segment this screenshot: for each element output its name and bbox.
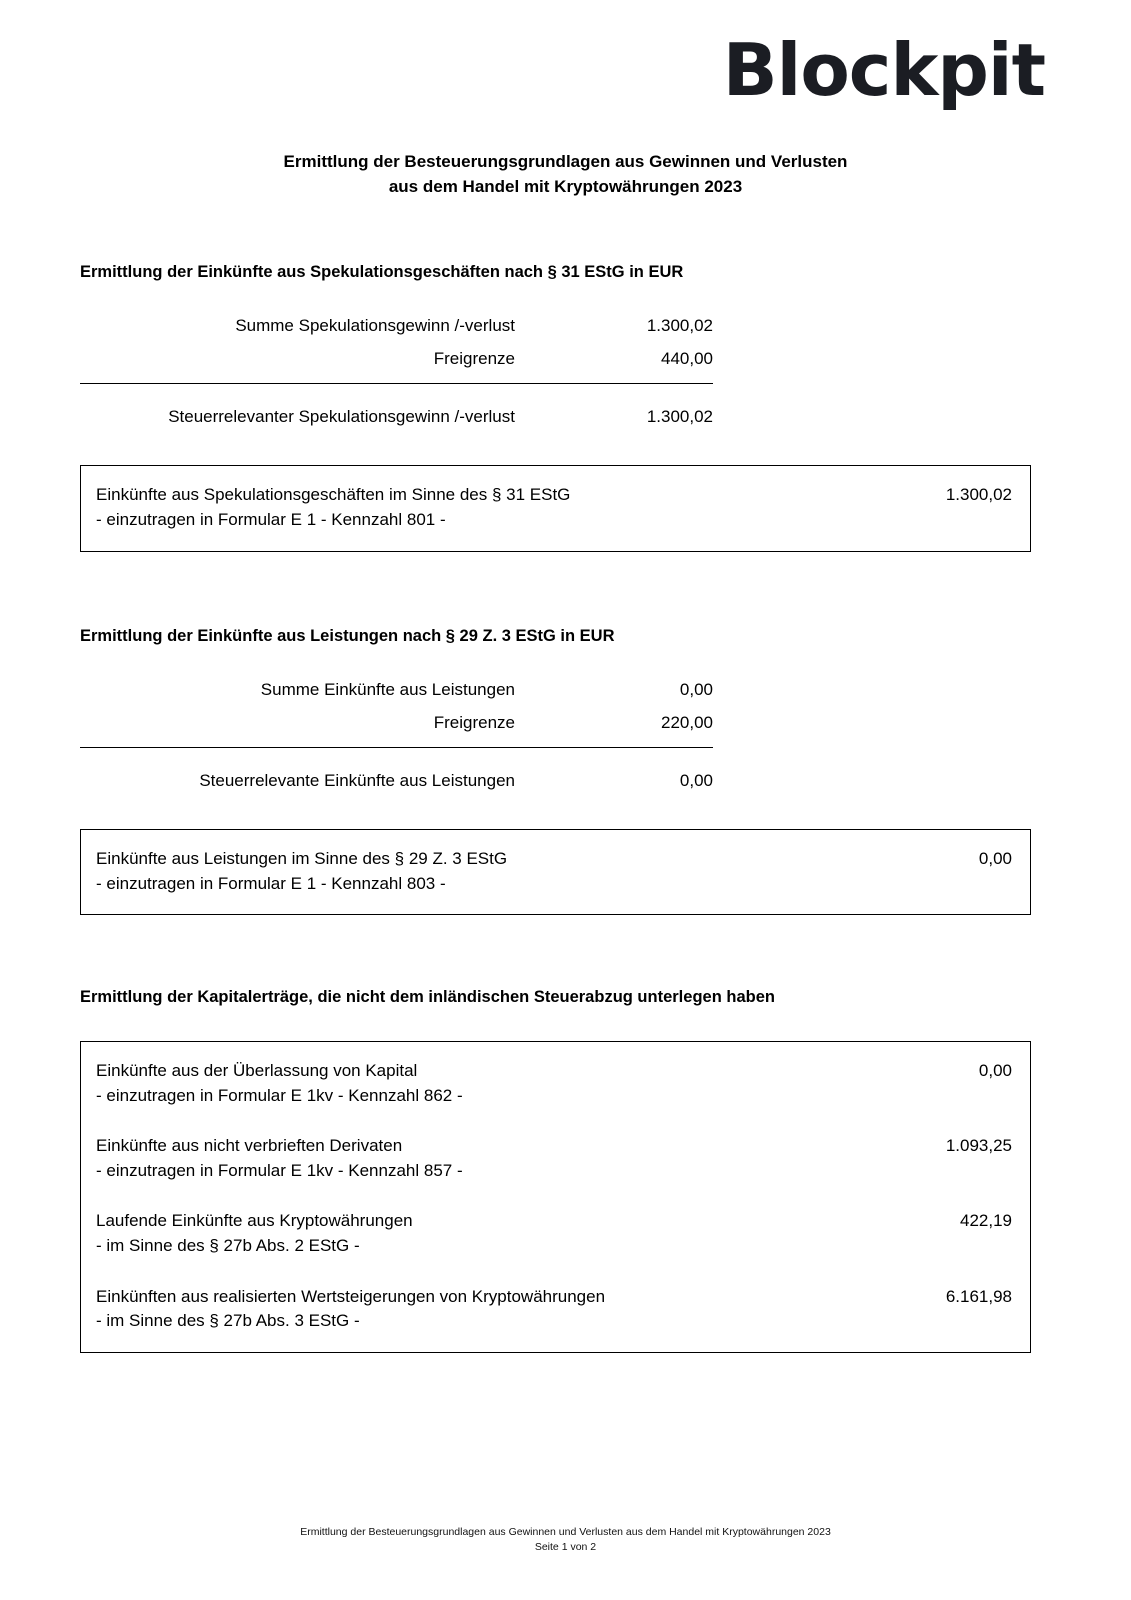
footer-page-number: Seite 1 von 2 (534, 1541, 597, 1554)
result-text (96, 1209, 902, 1258)
result-amount: 0,00 (978, 849, 1012, 869)
page-title-line-2: aus dem Handel mit Kryptowährungen 2023 (388, 176, 743, 196)
result-amount: 6.161,98 (945, 1286, 1012, 1306)
result-title: Laufende Einkünfte aus Kryptowährungen (96, 1211, 413, 1231)
result-row (96, 1209, 1012, 1258)
services-summation-table (80, 673, 713, 797)
result-amount: 1.093,25 (945, 1136, 1012, 1156)
result-text (96, 483, 902, 532)
result-subtitle: - im Sinne des § 27b Abs. 2 EStG - (96, 1236, 360, 1256)
result-title: Einkünfte aus nicht verbrieften Derivaten (96, 1136, 403, 1156)
capital-result-box (80, 1041, 1031, 1353)
section-gap (80, 915, 1031, 987)
result-subtitle: - einzutragen in Formular E 1kv - Kennzahl 857 - (96, 1160, 463, 1180)
document-content (80, 262, 1031, 1353)
page-title-line-1: Ermittlung der Besteuerungsgrundlagen aus Gewinnen und Verlusten (283, 152, 848, 171)
table-spacer-row (80, 739, 713, 748)
result-amount: 422,19 (960, 1211, 1012, 1231)
row-label: Freigrenze (433, 713, 515, 733)
row-value: 1.300,02 (646, 316, 713, 336)
result-title: Einkünften aus realisierten Wertsteigerungen von Kryptowährungen (96, 1286, 606, 1306)
table-row (80, 342, 713, 375)
section-speculation (80, 262, 1031, 552)
table-row (80, 706, 713, 739)
row-label: Summe Spekulationsgewinn /-verlust (235, 316, 515, 336)
section-services (80, 626, 1031, 916)
result-row (96, 1059, 1012, 1108)
row-label: Freigrenze (433, 349, 515, 369)
speculation-result-box (80, 465, 1031, 551)
table-row (80, 309, 713, 342)
result-subtitle: - einzutragen in Formular E 1kv - Kennzahl 862 - (96, 1085, 463, 1105)
total-value: 1.300,02 (531, 384, 713, 434)
row-label: Summe Einkünfte aus Leistungen (260, 680, 515, 700)
result-row (96, 1285, 1012, 1334)
result-title: Einkünfte aus Leistungen im Sinne des § 29 Z. 3 EStG (96, 849, 508, 869)
result-amount: 0,00 (978, 1060, 1012, 1080)
result-row (96, 483, 1012, 532)
table-total-row (80, 384, 713, 434)
total-label: Steuerrelevante Einkünfte aus Leistungen (80, 748, 531, 798)
total-label: Steuerrelevanter Spekulationsgewinn /-verlust (80, 384, 531, 434)
row-value: 220,00 (661, 713, 713, 733)
speculation-summation-table (80, 309, 713, 433)
total-value: 0,00 (531, 748, 713, 798)
result-subtitle: - einzutragen in Formular E 1 - Kennzahl 801 - (96, 510, 446, 530)
table-spacer-row (80, 375, 713, 384)
section-heading-capital: Ermittlung der Kapitalerträge, die nicht dem inländischen Steuerabzug unterlegen haben (80, 988, 775, 1007)
row-value: 0,00 (679, 680, 713, 700)
result-subtitle: - einzutragen in Formular E 1 - Kennzahl 803 - (96, 873, 446, 893)
result-row (96, 847, 1012, 896)
services-result-box (80, 829, 1031, 915)
blockpit-logo: Blockpit (722, 28, 1045, 112)
page-title (0, 150, 1131, 199)
section-capital (80, 987, 1031, 1353)
page-footer (0, 1525, 1131, 1557)
row-value: 440,00 (661, 349, 713, 369)
section-gap (80, 552, 1031, 626)
result-title: Einkünfte aus der Überlassung von Kapital (96, 1060, 418, 1080)
result-text (96, 847, 902, 896)
result-title: Einkünfte aus Spekulationsgeschäften im Sinne des § 31 EStG (96, 485, 571, 505)
section-heading-speculation: Ermittlung der Einkünfte aus Spekulationsgeschäften nach § 31 EStG in EUR (80, 263, 684, 281)
footer-title: Ermittlung der Besteuerungsgrundlagen aus Gewinnen und Verlusten aus dem Handel mit Kryptowährungen 2023 (300, 1525, 831, 1538)
result-text (96, 1134, 902, 1183)
table-row (80, 673, 713, 706)
result-text (96, 1285, 902, 1334)
result-row (96, 1134, 1012, 1183)
result-text (96, 1059, 902, 1108)
result-subtitle: - im Sinne des § 27b Abs. 3 EStG - (96, 1311, 360, 1331)
result-amount: 1.300,02 (945, 485, 1012, 505)
table-total-row (80, 748, 713, 798)
section-heading-services: Ermittlung der Einkünfte aus Leistungen nach § 29 Z. 3 EStG in EUR (80, 626, 615, 645)
